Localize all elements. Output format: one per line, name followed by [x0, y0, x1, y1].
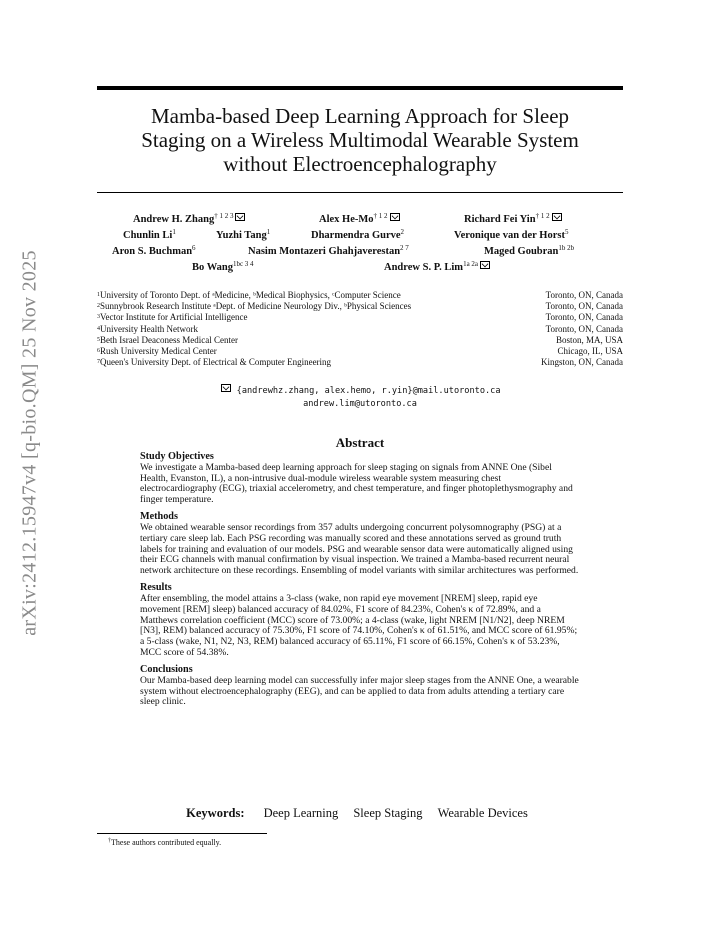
- author: Yuzhi Tang$^1$: [216, 228, 271, 241]
- keywords-label: Keywords:: [186, 806, 245, 820]
- section-heading: Conclusions: [140, 664, 193, 676]
- section-text: Our Mamba-based deep learning model can successfully infer major sleep stages from the ANNE One, a wearable system without electroencephalography (EEG), and can be applied to data from adults attending a tertiary care sleep clinic.: [140, 675, 579, 708]
- section-text: We investigate a Mamba-based deep learning approach for sleep staging on signals from ANNE One (Sibel Health, Evanston, IL), a non-intrusive dual-module wireless wearable system measuring chest electrocardiography (ECG), triaxial accelerometry, and chest temperature, and finger photoplethysmography and finger temperature.: [140, 462, 573, 506]
- keyword: Deep Learning: [263, 806, 339, 820]
- section-heading: Methods: [140, 511, 178, 523]
- title-line-1: Mamba-based Deep Learning Approach for Sleep: [150, 104, 570, 128]
- email-icon: [552, 213, 562, 221]
- author: Dharmendra Gurve$^2$: [311, 228, 405, 241]
- author: Bo Wang$^{1bc 3 4}$: [192, 260, 254, 273]
- abstract-section: [140, 664, 580, 708]
- arxiv-identifier: arXiv:2412.15947v4 [q-bio.QM] 25 Nov 2025: [18, 249, 41, 636]
- section-text: After ensembling, the model attains a 3-class (wake, non rapid eye movement [NREM] sleep, rapid eye movement [REM] sleep) balanced accuracy of 84.02%, F1 score of 84.23%, Cohen's κ of 72.89%, and a Matthews correlation coefficient (MCC) score of 73.00%; a 4-class (wake, light NREM [N1/N2], deep NREM [N3], REM) balanced accuracy of 75.30%, F1 score of 74.10%, Cohen's κ of 61.51%, and MCC score of 61.95%; a 5-class (wake, N1, N2, N3, REM) balanced accuracy of 65.11%, F1 score of 66.15%, Cohen's κ of 53.23%, MCC score of 54.38%.: [140, 593, 578, 658]
- author: Nasim Montazeri Ghahjaverestan$^{2 7}$: [248, 244, 409, 257]
- email-icon: [480, 261, 490, 269]
- affiliation-row: $^5$Beth Israel Deaconess Medical Center Boston, MA, USA: [97, 334, 623, 345]
- keywords: [97, 806, 623, 821]
- affiliation-row: $^4$University Health Network Toronto, ON, Canada: [97, 323, 623, 334]
- author: Aron S. Buchman$^6$: [112, 244, 196, 257]
- keyword: Sleep Staging: [353, 806, 423, 820]
- email-link[interactable]: andrew.lim@utoronto.ca: [303, 398, 417, 409]
- paper-title: [97, 104, 623, 176]
- abstract-heading: Abstract: [335, 435, 385, 450]
- email-icon: [235, 213, 245, 221]
- title-line-2: Staging on a Wireless Multimodal Wearable System: [141, 128, 579, 152]
- author: Richard Fei Yin$^{\dagger 1 2}$: [464, 214, 562, 225]
- abstract-section: [140, 451, 580, 506]
- affiliation-row: $^3$Vector Institute for Artificial Intelligence Toronto, ON, Canada: [97, 312, 623, 323]
- arxiv-sidebar: [8, 220, 52, 665]
- author: Maged Goubran$^{1b 2b}$: [484, 244, 575, 257]
- abstract-section: [140, 511, 580, 577]
- contact-emails: [97, 385, 623, 410]
- top-rule: [97, 86, 623, 90]
- author: Veronique van der Horst$^5$: [454, 228, 569, 241]
- footnote-rule: [97, 833, 267, 834]
- title-rule: [97, 192, 623, 193]
- affiliation-list: [97, 290, 623, 368]
- section-text: We obtained wearable sensor recordings from 357 adults undergoing concurrent polysomnography (PSG) at a tertiary care sleep lab. Each PSG recording was manually scored and these annotations served as ground truth labels for training and evaluation of our models. PSG and wearable sensor data were automatically aligned using their ECG channels with manual confirmation by visual inspection. We trained a Mamba-based recurrent neural network architecture on these recordings. Ensembling of model variants with similar architectures was performed.: [140, 522, 579, 577]
- abstract-body: [140, 451, 580, 714]
- section-heading: Results: [140, 582, 172, 594]
- affiliation-row: $^1$University of Toronto Dept. of ᵃMedicine, ᵇMedical Biophysics, ᶜComputer Science Toronto, ON, Canada: [97, 290, 623, 300]
- affiliation-row: $^6$Rush University Medical Center Chicago, IL, USA: [97, 345, 623, 356]
- email-icon: [390, 213, 400, 221]
- author: Chunlin Li$^1$: [123, 228, 176, 241]
- section-heading: Study Objectives: [140, 451, 214, 462]
- affiliation-row: $^2$Sunnybrook Research Institute ᵃDept. of Medicine Neurology Div., ᵇPhysical Sciences Toronto, ON, Canada: [97, 301, 623, 312]
- email-link[interactable]: {andrewhz.zhang, alex.hemo, r.yin}@mail.utoronto.ca: [236, 386, 501, 396]
- footnote: †These authors contributed equally.: [108, 838, 222, 847]
- author: Andrew S. P. Lim$^{1a 2a}$: [384, 262, 490, 273]
- author: Alex $He-Mo^{\dagger 1 2}$: [319, 214, 400, 225]
- title-line-3: without Electroencephalography: [223, 152, 497, 176]
- affiliation-row: $^7$Queen's University Dept. of Electrical & Computer Engineering Kingston, ON, Canada: [97, 357, 623, 368]
- author: Andrew H. Zhang$^{\dagger 1 2 3}$: [133, 214, 245, 225]
- email-icon: [221, 384, 231, 392]
- abstract-section: [140, 582, 580, 658]
- keyword: Wearable Devices: [437, 806, 528, 820]
